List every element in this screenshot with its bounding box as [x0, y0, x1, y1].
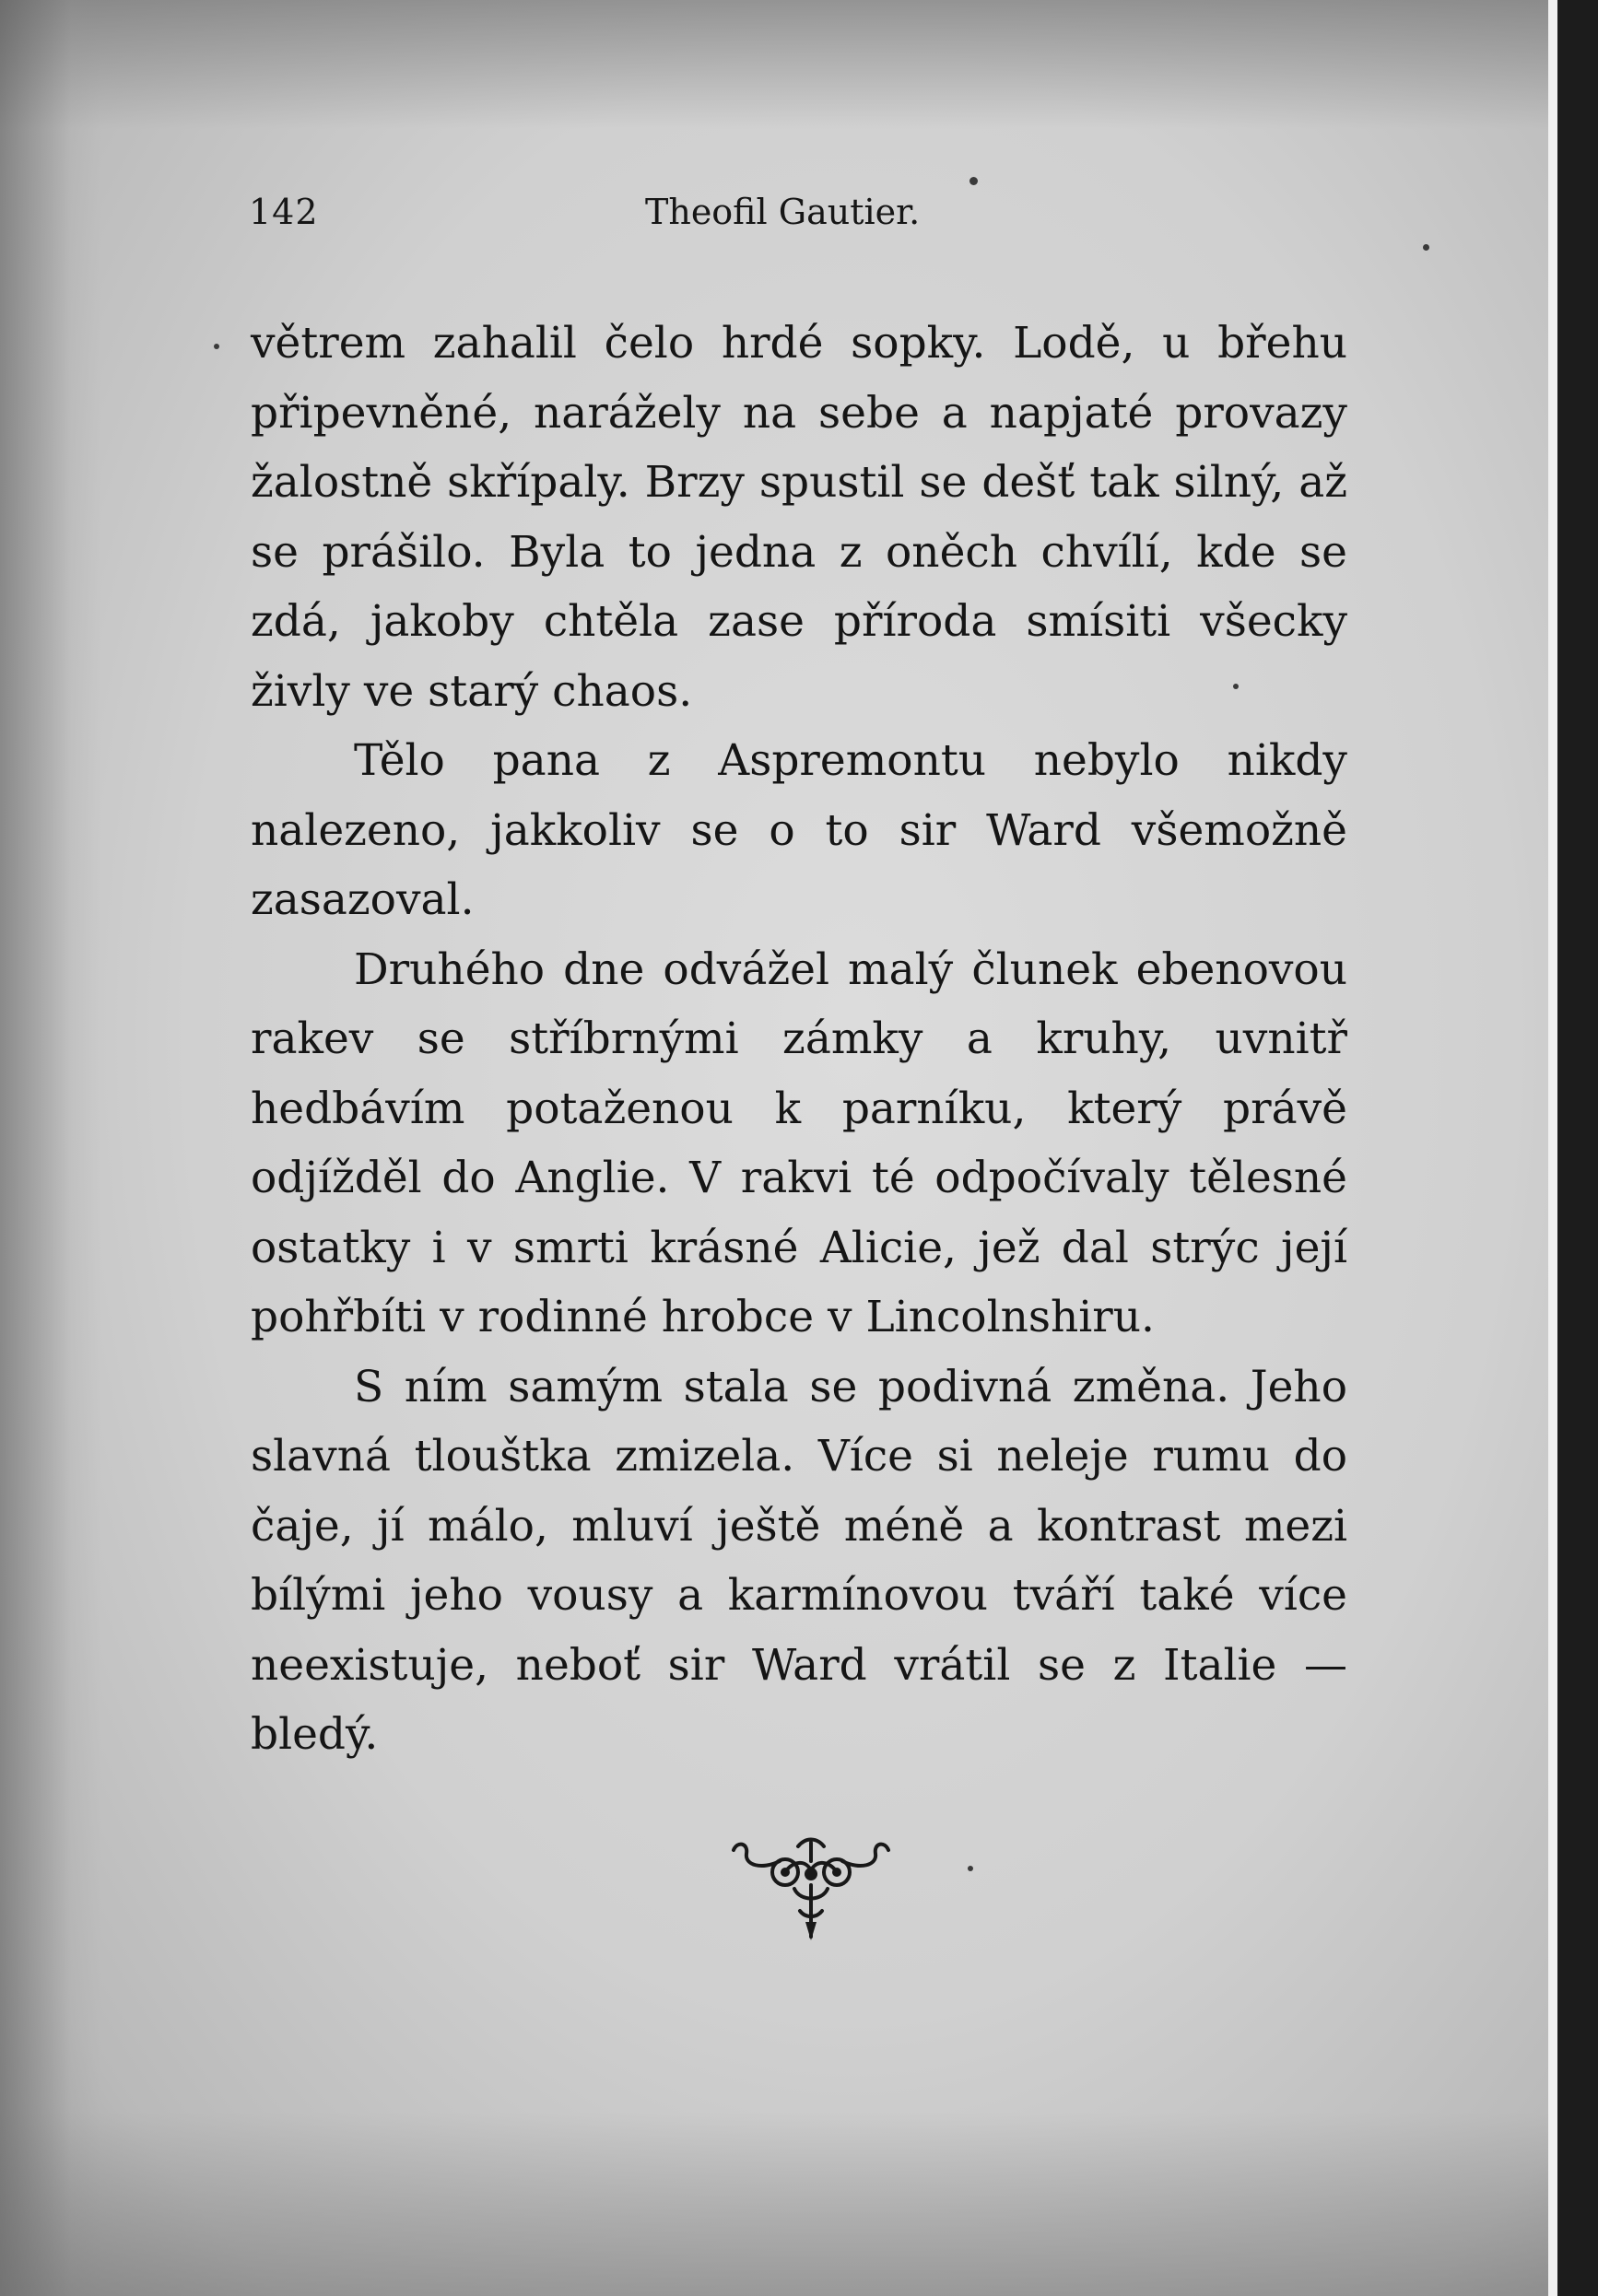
paper-speck [969, 177, 978, 185]
paragraph-2: Tělo pana z Aspremontu nebylo nikdy nalezeno, jakkoliv se o to sir Ward všemožně zasazoval. [251, 735, 1347, 925]
paragraph-1: větrem zahalil čelo hrdé sopky. Lodě, u břehu připevněné, narážely na sebe a napjaté provazy žalostně skřípaly. Brzy spustil se dešť tak silný, až se prášilo. Byla to jedna z oněch chvílí, kde se zdá, jakoby chtěla zase příroda smísiti všecky živly ve starý chaos. [251, 318, 1347, 717]
paper-speck [214, 344, 219, 349]
body-text [251, 309, 1347, 1770]
page-bottom-shadow [0, 2112, 1548, 2296]
paragraph-4: S ním samým stala se podivná změna. Jeho slavná tlouštka zmizela. Více si neleje rumu do čaje, jí málo, mluví ještě méně a kontrast mezi bílými jeho vousy a karmínovou tváří také více neexistuje, neboť sir Ward vrátil se z Italie — bledý. [251, 1361, 1347, 1760]
page-edge-highlight [1548, 0, 1557, 2296]
paper-speck [1233, 684, 1239, 689]
page-top-shadow [0, 0, 1548, 129]
page-gutter-shadow [0, 0, 101, 2296]
floral-tailpiece-svg [728, 1833, 894, 1944]
paragraph-3: Druhého dne odvážel malý člunek ebenovou rakev se stříbrnými zámky a kruhy, uvnitř hedbávím potaženou k parníku, který právě odjížděl do Anglie. V rakvi té odpočívaly tělesné ostatky i v smrti krásné Alicie, jež dal strýc její pohřbíti v rodinné hrobce v Lincolnshiru. [251, 943, 1347, 1342]
paper-speck [968, 1866, 973, 1871]
page-number: 142 [249, 192, 319, 232]
running-title: Theofil Gautier. [645, 192, 921, 232]
paper-speck [1423, 244, 1429, 251]
running-header [249, 192, 931, 243]
floral-tailpiece-icon [728, 1833, 894, 1944]
